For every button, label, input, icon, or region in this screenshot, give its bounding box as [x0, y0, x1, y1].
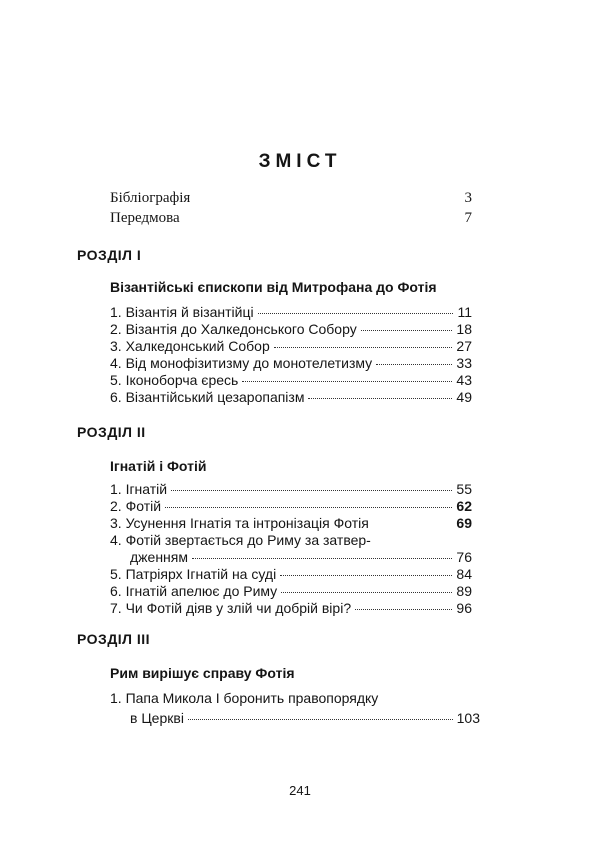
toc-entry: [110, 583, 472, 600]
toc-entry-continuation: [130, 549, 472, 566]
entry-label: Передмова: [110, 210, 180, 226]
entry-label: 6. Ігнатій апелює до Риму: [110, 583, 278, 599]
toc-entry: [110, 690, 472, 707]
entry-page: 18: [456, 321, 472, 337]
dot-leader: [188, 719, 453, 720]
dot-leader: [165, 507, 452, 508]
dot-leader: [258, 313, 454, 314]
section-label-3: РОЗДІЛ III: [77, 631, 151, 647]
entry-page: 55: [456, 481, 472, 497]
toc-entry: [110, 372, 472, 389]
toc-entry: [110, 389, 472, 406]
entry-label: 4. Від монофізитизму до монотелетизму: [110, 355, 373, 371]
entry-label: 6. Візантійський цезаропапізм: [110, 389, 305, 405]
entry-label: 3. Усунення Ігнатія та інтронізація Фотія: [110, 515, 369, 531]
dot-leader: [171, 490, 452, 491]
entry-label: 5. Патріярх Ігнатій на суді: [110, 566, 277, 582]
entry-label: 1. Ігнатій: [110, 481, 168, 497]
section-heading-2: Ігнатій і Фотій: [110, 458, 207, 474]
entry-label-continued: дженням: [130, 549, 188, 565]
dot-leader: [280, 575, 452, 576]
entry-label-continued: в Церкві: [130, 710, 184, 726]
entry-page: 11: [457, 304, 472, 320]
dot-leader: [355, 609, 452, 610]
toc-entry: [110, 321, 472, 338]
entry-label: 7. Чи Фотій діяв у злій чи добрій вірі?: [110, 600, 352, 616]
toc-entry-continuation: [130, 710, 480, 727]
section-label-2: РОЗДІЛ II: [77, 424, 146, 440]
entry-label: 1. Папа Микола I боронить правопорядку: [110, 690, 379, 706]
section-heading-1: Візантійські єпископи від Митрофана до Фотія: [110, 279, 437, 295]
entry-page: 96: [456, 600, 472, 616]
section-heading-3: Рим вирішує справу Фотія: [110, 665, 295, 681]
dot-leader: [281, 592, 452, 593]
entry-page: 76: [456, 549, 472, 565]
entry-page: 84: [456, 566, 472, 582]
entry-label: 3. Халкедонський Собор: [110, 338, 270, 354]
dot-leader: [308, 398, 452, 399]
entry-page: 89: [456, 583, 472, 599]
entry-page: 7: [464, 210, 472, 226]
entry-label: 4. Фотій звертається до Риму за затвер-: [110, 532, 371, 548]
dot-leader: [242, 381, 452, 382]
entry-label: 2. Фотій: [110, 498, 162, 514]
entry-label: Бібліографія: [110, 190, 191, 206]
dot-leader: [192, 558, 452, 559]
toc-entry: [110, 338, 472, 355]
entry-page: 27: [456, 338, 472, 354]
entry-page: 49: [456, 389, 472, 405]
entry-page: 43: [456, 372, 472, 388]
toc-entry: [110, 515, 472, 532]
dot-leader: [361, 330, 453, 331]
toc-entry: [110, 566, 472, 583]
toc-entry: [110, 481, 472, 498]
page-number: 241: [289, 783, 311, 798]
toc-entry: [110, 498, 472, 515]
toc-entry: [110, 600, 472, 617]
entry-label: 2. Візантія до Халкедонського Собору: [110, 321, 357, 337]
toc-entry: [110, 304, 472, 321]
entry-page: 33: [456, 355, 472, 371]
entry-label: 1. Візантія й візантійці: [110, 304, 254, 320]
entry-page: 69: [456, 515, 472, 531]
toc-entry-bibliography: [110, 190, 472, 207]
section-label-1: РОЗДІЛ I: [77, 247, 142, 263]
dot-leader: [376, 364, 452, 365]
entry-label: 5. Іконоборча єресь: [110, 372, 239, 388]
toc-entry: [110, 532, 472, 549]
entry-page: 103: [456, 710, 480, 726]
toc-entry: [110, 355, 472, 372]
toc-entry-preface: [110, 210, 472, 227]
entry-page: 62: [456, 498, 472, 514]
entry-page: 3: [464, 190, 472, 206]
dot-leader: [274, 347, 453, 348]
toc-title: ЗМІСТ: [258, 151, 342, 172]
